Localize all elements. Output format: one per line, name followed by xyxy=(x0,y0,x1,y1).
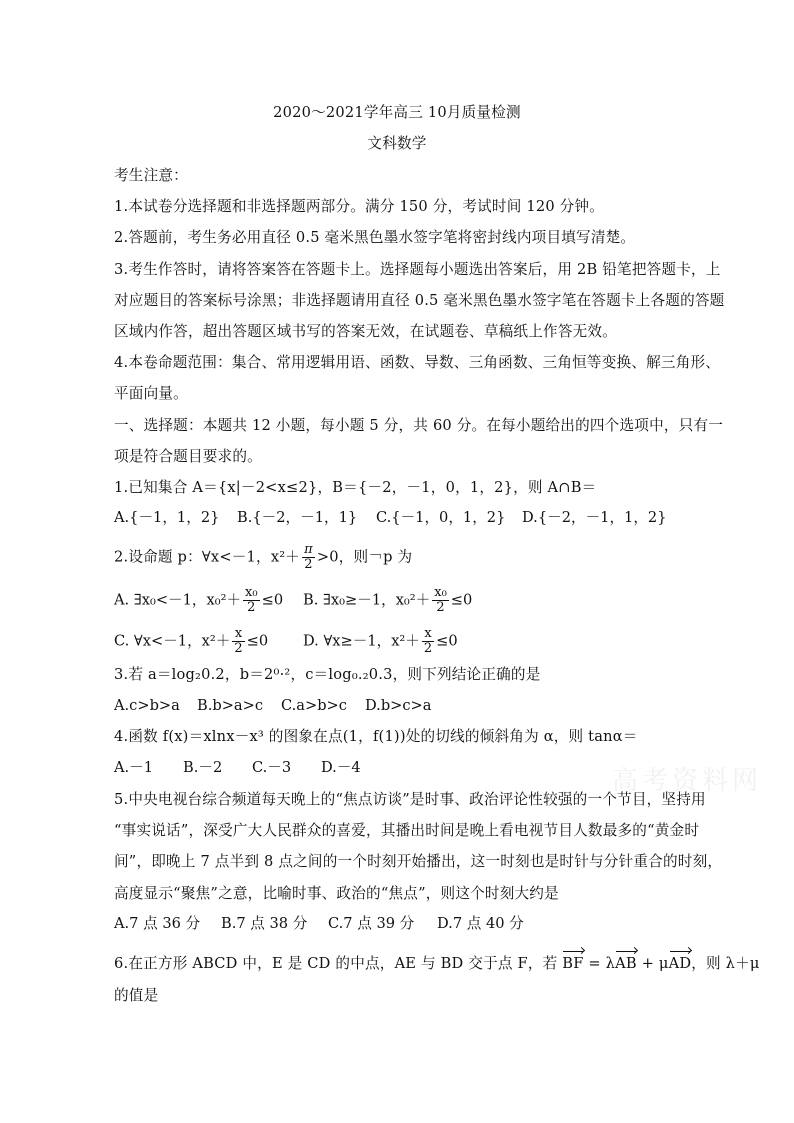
notice-heading: 考生注意： xyxy=(114,167,188,184)
question-5-stem-line: 间”，即晚上 7 点半到 8 点之间的一个时刻开始播出，这一时刻也是时针与分针重合的时刻， xyxy=(114,853,723,870)
x0-over-2-fraction: $\frac{\text{x₀}}{2}$ xyxy=(434,585,447,615)
question-5-option-c: C.7 点 39 分 xyxy=(328,915,415,932)
vector-bf: BF xyxy=(562,955,584,972)
question-2-stem-b: >0，则￢p 为 xyxy=(316,548,413,566)
question-1-option-c: C.{－1，0，1，2} xyxy=(376,509,506,526)
question-4-stem: 4.函数 f(x)＝xlnx－x³ 的图象在点(1，f(1))处的切线的倾斜角为 α，则 tanα＝ xyxy=(114,728,638,745)
question-3-option-d: D.b>c>a xyxy=(365,697,432,714)
x0-over-2-fraction: $\frac{\text{x₀}}{2}$ xyxy=(245,585,258,615)
question-5-option-d: D.7 点 40 分 xyxy=(437,915,524,932)
question-3-option-a: A.c>b>a xyxy=(114,697,180,714)
question-4-option-c: C.－3 xyxy=(252,759,292,776)
question-2-option-c: C. ∀x<－1，x²＋ $\frac{x}{2}$ ≤0 xyxy=(114,626,269,656)
question-5-option-b: B.7 点 38 分 xyxy=(221,915,308,932)
question-4-option-d: D.－4 xyxy=(321,759,361,776)
question-4-option-a: A.－1 xyxy=(114,759,154,776)
question-2-option-b: B. ∃x₀≥－1，x₀²＋ $\frac{\text{x₀}}{2}$ ≤0 xyxy=(303,585,473,615)
question-5-stem-line: “事实说话”，深受广大人民群众的喜爱，其播出时间是晚上看电视节目人数最多的“黄金时 xyxy=(114,822,700,839)
section-heading: 一、选择题：本题共 12 小题，每小题 5 分，共 60 分。在每小题给出的四个选项中，只有一 xyxy=(114,417,724,434)
vector-ad: AD xyxy=(668,955,692,972)
section-heading-cont: 项是符合题目要求的。 xyxy=(114,448,262,465)
pi-over-2-fraction: $\frac{\pi}{2}$ xyxy=(304,542,313,572)
notice-item: 平面向量。 xyxy=(114,385,188,402)
question-6-stem-cont: 的值是 xyxy=(114,987,159,1004)
question-3-option-c: C.a>b>c xyxy=(281,697,347,714)
notice-item: 3.考生作答时，请将答案答在答题卡上。选择题每小题选出答案后，用 2B 铅笔把答题卡，上 xyxy=(114,261,721,278)
exam-title: 2020～2021学年高三 10月质量检测 xyxy=(273,104,521,121)
notice-item: 4.本卷命题范围：集合、常用逻辑用语、函数、导数、三角函数、三角恒等变换、解三角形、 xyxy=(114,354,721,371)
question-3-option-b: B.b>a>c xyxy=(197,697,264,714)
notice-item: 区域内作答，超出答题区域书写的答案无效，在试题卷、草稿纸上作答无效。 xyxy=(114,323,617,340)
question-4-option-b: B.－2 xyxy=(183,759,223,776)
question-5-stem-line: 高度显示“聚焦”之意，比喻时事、政治的“焦点”，则这个时刻大约是 xyxy=(114,885,559,902)
question-1-option-a: A.{－1，1，2} xyxy=(114,509,220,526)
watermark: 高考资料网 xyxy=(612,766,763,796)
notice-item: 1.本试卷分选择题和非选择题两部分。满分 150 分，考试时间 120 分钟。 xyxy=(114,198,605,215)
x-over-2-fraction: $\frac{x}{2}$ xyxy=(423,626,433,656)
question-5-option-a: A.7 点 36 分 xyxy=(114,915,201,932)
question-1-option-b: B.{－2，－1，1} xyxy=(237,509,358,526)
question-6-stem: 6.在正方形 ABCD 中，E 是 CD 的中点，AE 与 BD 交于点 F，若 BF = λAB + μAD，则 λ＋μ xyxy=(114,955,760,972)
question-2-option-a: A. ∃x₀<－1，x₀²＋ $\frac{\text{x₀}}{2}$ ≤0 xyxy=(114,585,284,615)
notice-item: 2.答题前，考生务必用直径 0.5 毫米黑色墨水签字笔将密封线内项目填写清楚。 xyxy=(114,229,636,246)
question-1-option-d: D.{－2，－1，1，2} xyxy=(522,509,667,526)
notice-item: 对应题目的答案标号涂黑；非选择题请用直径 0.5 毫米黑色墨水签字笔在答题卡上各题的答题 xyxy=(114,292,725,309)
question-2-stem xyxy=(114,543,412,572)
question-5-stem-line: 5.中央电视台综合频道每天晚上的“焦点访谈”是时事、政治评论性较强的一个节目，坚持用 xyxy=(114,791,706,808)
x-over-2-fraction: $\frac{x}{2}$ xyxy=(234,626,243,656)
question-2-stem-a: 2.设命题 p：∀x<－1，x²＋ xyxy=(114,548,301,566)
question-3-stem: 3.若 a＝log₂0.2，b＝2⁰·²，c＝log₀.₂0.3，则下列结论正确的是 xyxy=(114,666,541,683)
vector-ab: AB xyxy=(615,955,637,972)
question-2-option-d: D. ∀x≥－1，x²＋ $\frac{x}{2}$ ≤0 xyxy=(303,626,458,656)
question-1-stem: 1.已知集合 A＝{x|－2<x≤2}，B＝{－2，－1，0，1，2}，则 A∩B＝ xyxy=(114,479,597,496)
exam-subject: 文科数学 xyxy=(367,135,427,152)
